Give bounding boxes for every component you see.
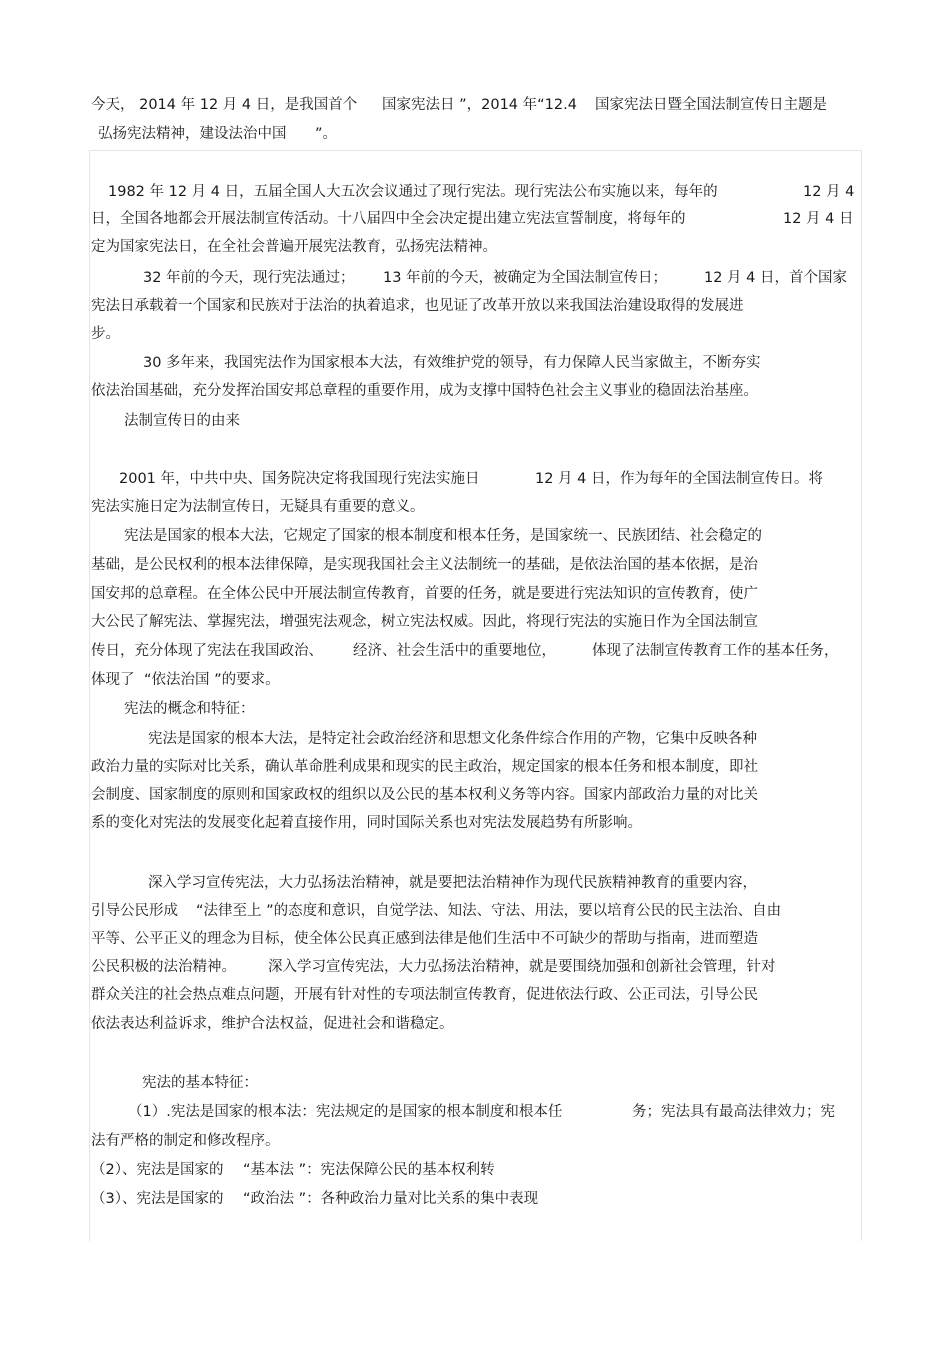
feature-3-a: （3）、宪法是国家的 xyxy=(91,1191,224,1207)
p4-line-1b: 12 月 4 日，作为每年的全国法制宣传日。将 xyxy=(535,471,824,487)
feature-1-line-1a: （1）.宪法是国家的根本法：宪法规定的是国家的根本制度和根本任 xyxy=(128,1104,563,1120)
p3-line-1: 30 多年来，我国宪法作为国家根本大法，有效维护党的领导，有力保障人民当家做主，不断夯实 xyxy=(143,355,761,371)
p7-line-5: 群众关注的社会热点难点问题，开展有针对性的专项法制宣传教育，促进依法行政、公正司法，引导公民 xyxy=(91,987,758,1003)
p7-line-6: 依法表达利益诉求，维护合法权益，促进社会和谐稳定。 xyxy=(91,1016,454,1032)
heading-features: 宪法的基本特征： xyxy=(142,1075,258,1091)
p6-line-4: 系的变化对宪法的发展变化起着直接作用，同时国际关系也对宪法发展趋势有所影响。 xyxy=(91,815,642,831)
feature-2-b: “基本法 ”：宪法保障公民的基本权利转 xyxy=(243,1162,495,1178)
p3-line-2: 依法治国基础，充分发挥治国安邦总章程的重要作用，成为支撑中国特色社会主义事业的稳固法治基座。 xyxy=(91,383,758,399)
p4-line-1a: 2001 年，中共中央、国务院决定将我国现行宪法实施日 xyxy=(119,471,480,487)
p1-line-1a: 1982 年 12 月 4 日，五届全国人大五次会议通过了现行宪法。现行宪法公布实施以来，每年的 xyxy=(108,184,718,200)
p7-line-1: 深入学习宣传宪法，大力弘扬法治精神，就是要把法治精神作为现代民族精神教育的重要内容， xyxy=(148,875,757,891)
intro-line-2b: ”。 xyxy=(315,126,338,142)
p5-line-1: 宪法是国家的根本大法，它规定了国家的根本制度和根本任务，是国家统一、民族团结、社会稳定的 xyxy=(124,528,762,544)
p2-line-3: 步。 xyxy=(91,326,120,342)
p5-line-2: 基础，是公民权利的根本法律保障，是实现我国社会主义法制统一的基础，是依法治国的基本依据，是治 xyxy=(91,557,758,573)
intro-line-1a: 今天， 2014 年 12 月 4 日，是我国首个 xyxy=(91,97,358,113)
intro-line-2a: 弘扬宪法精神，建设法治中国 xyxy=(98,126,287,142)
p2-line-2: 宪法日承载着一个国家和民族对于法治的执着追求，也见证了改革开放以来我国法治建设取得的发展进 xyxy=(91,298,744,314)
p1-line-2a: 日，全国各地都会开展法制宣传活动。十八届四中全会决定提出建立宪法宣誓制度，将每年的 xyxy=(91,211,686,227)
p1-line-3: 定为国家宪法日，在全社会普遍开展宪法教育，弘扬宪法精神。 xyxy=(91,239,497,255)
feature-1-line-1b: 务；宪法具有最高法律效力；宪 xyxy=(632,1104,835,1120)
p5-line-5b: 经济、社会生活中的重要地位， xyxy=(353,643,556,659)
p5-line-3: 国安邦的总章程。在全体公民中开展法制宣传教育，首要的任务，就是要进行宪法知识的宣传教育，使广 xyxy=(91,586,758,602)
heading-concept: 宪法的概念和特征： xyxy=(124,701,255,717)
p1-line-1b: 12 月 4 xyxy=(803,184,855,200)
p5-line-5c: 体现了法制宣传教育工作的基本任务， xyxy=(592,643,839,659)
intro-line-1c: 国家宪法日暨全国法制宣传日主题是 xyxy=(595,97,827,113)
intro-line-1b: 国家宪法日 ”，2014 年“12.4 xyxy=(382,97,577,113)
p2-line-1c: 12 月 4 日，首个国家 xyxy=(704,270,848,286)
p6-line-2: 政治力量的实际对比关系，确认革命胜利成果和现实的民主政治，规定国家的根本任务和根本制度，即社 xyxy=(91,759,758,775)
feature-2-a: （2）、宪法是国家的 xyxy=(91,1162,224,1178)
p1-line-2b: 12 月 4 日 xyxy=(783,211,854,227)
feature-1-line-2: 法有严格的制定和修改程序。 xyxy=(91,1133,280,1149)
p2-line-1a: 32 年前的今天，现行宪法通过； xyxy=(143,270,355,286)
p5-line-5a: 传日，充分体现了宪法在我国政治、 xyxy=(91,643,323,659)
p4-line-2: 宪法实施日定为法制宣传日，无疑具有重要的意义。 xyxy=(91,499,425,515)
p7-line-2b: “法律至上 ”的态度和意识，自觉学法、知法、守法、用法，要以培育公民的民主法治、自由 xyxy=(196,903,782,919)
p7-line-2a: 引导公民形成 xyxy=(91,903,178,919)
heading-origin: 法制宣传日的由来 xyxy=(124,413,240,429)
p6-line-3: 会制度、国家制度的原则和国家政权的组织以及公民的基本权利义务等内容。国家内部政治力量的对比关 xyxy=(91,787,758,803)
p7-line-4b: 深入学习宣传宪法，大力弘扬法治精神，就是要围绕加强和创新社会管理，针对 xyxy=(268,959,776,975)
p2-line-1b: 13 年前的今天，被确定为全国法制宣传日； xyxy=(383,270,668,286)
p7-line-4a: 公民积极的法治精神。 xyxy=(91,959,236,975)
p6-line-1: 宪法是国家的根本大法，是特定社会政治经济和思想文化条件综合作用的产物，它集中反映各种 xyxy=(148,731,757,747)
p5-line-6a: 体现了 xyxy=(91,672,135,688)
p5-line-6b: “依法治国 ”的要求。 xyxy=(144,672,280,688)
p5-line-4: 大公民了解宪法、掌握宪法，增强宪法观念，树立宪法权威。因此，将现行宪法的实施日作为全国法制宣 xyxy=(91,614,758,630)
feature-3-b: “政治法 ”：各种政治力量对比关系的集中表现 xyxy=(243,1191,539,1207)
p7-line-3: 平等、公平正义的理念为目标，使全体公民真正感到法律是他们生活中不可缺少的帮助与指南，进而塑造 xyxy=(91,931,758,947)
